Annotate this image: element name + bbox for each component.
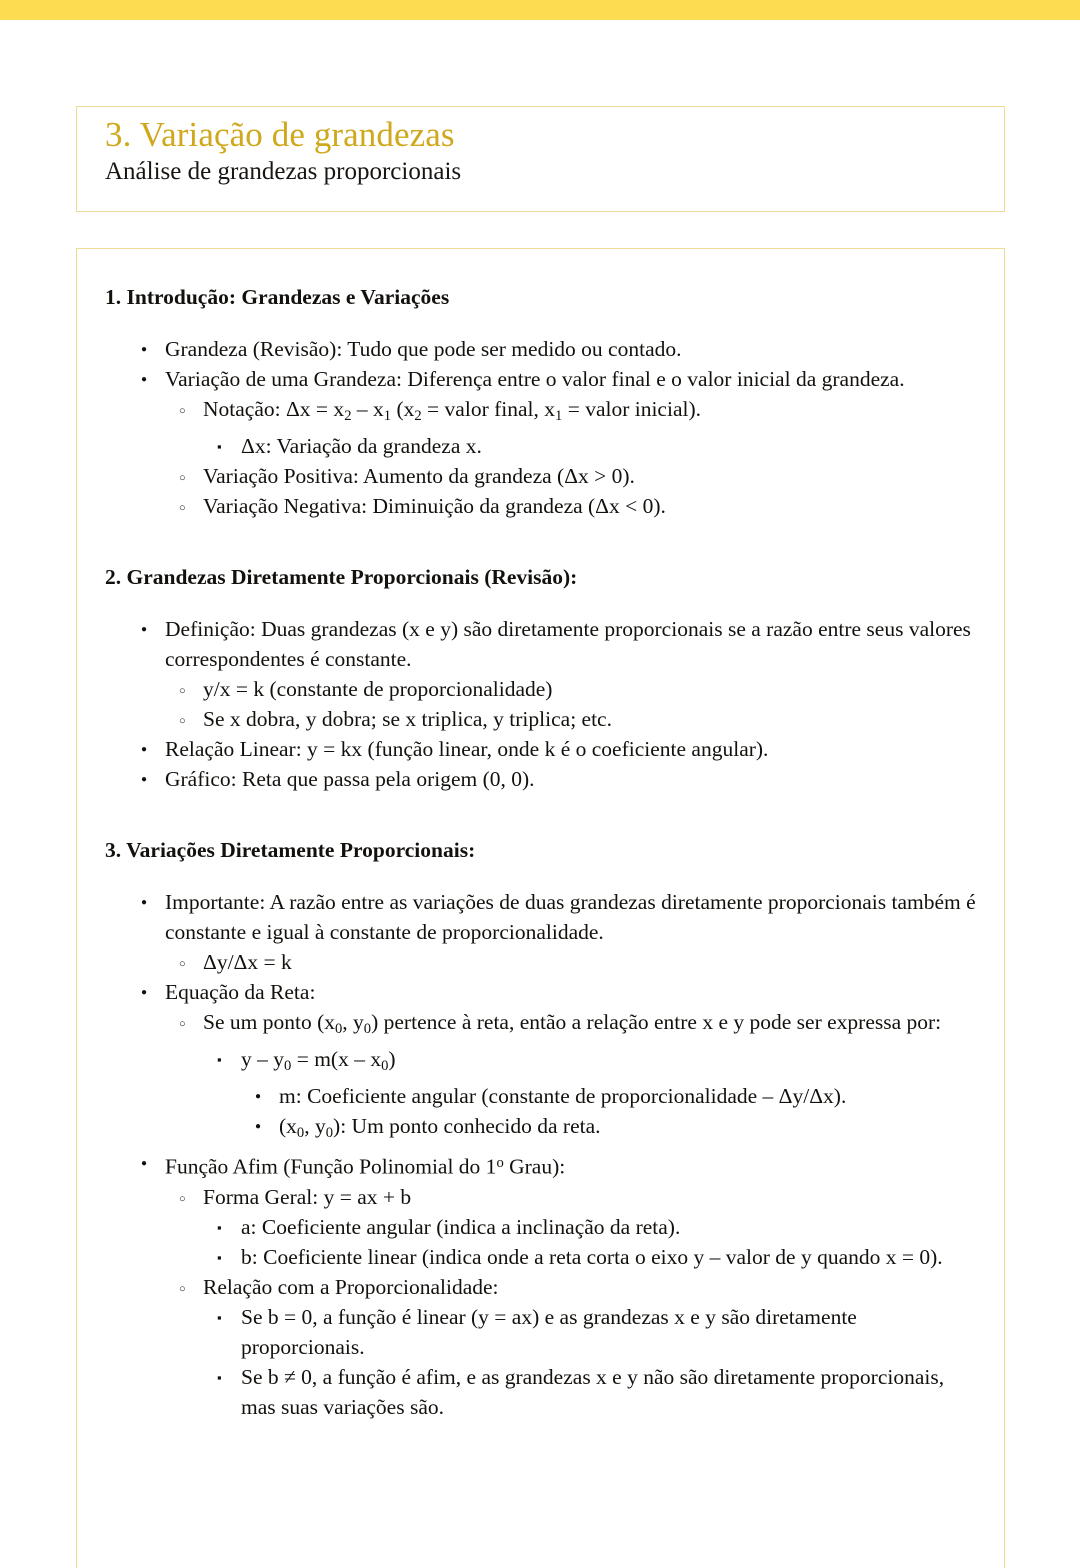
list-item — [127, 614, 980, 674]
list-item-text: ○ Forma Geral: y = ax + b — [203, 1184, 412, 1209]
list-item-text: ● m: Coeficiente angular (constante de proporcionalidade – Δy/Δx). — [279, 1084, 847, 1109]
list-item — [165, 674, 980, 704]
list-item-text: ● Relação Linear: y = kx (função linear, onde k é o coeficiente angular). — [165, 737, 769, 762]
list-item-text: ● Importante: A razão entre as variações de duas grandezas diretamente proporcionais também é constante e igual à constante de proporcionalidade. — [165, 890, 976, 945]
section-heading-2: 2. Grandezas Diretamente Proporcionais (Revisão): — [105, 565, 578, 590]
list-item — [241, 1111, 980, 1148]
list-item — [165, 461, 980, 491]
list-item-text: ▪ Se b = 0, a função é linear (y = ax) e as grandezas x e y são diretamente proporcionais. — [241, 1304, 857, 1359]
list-item-text: ● Função Afim (Função Polinomial do 1$^o$ Grau): — [165, 1154, 566, 1179]
list-item-text: ▪ a: Coeficiente angular (indica a inclinação da reta). — [241, 1214, 681, 1239]
section-list-1 — [105, 334, 980, 521]
list-item-text: ▪ b: Coeficiente linear (indica onde a reta corta o eixo y – valor de y quando x = 0). — [241, 1244, 943, 1269]
list-item-text: ● Grandeza (Revisão): Tudo que pode ser medido ou contado. — [165, 337, 682, 361]
list-item — [127, 334, 980, 364]
list-item-text: ● Equação da Reta: — [165, 980, 316, 1005]
content-body — [77, 249, 1004, 1422]
list-item-text: ● ($x_0$, $y_0$): Um ponto conhecido da reta. — [279, 1114, 601, 1142]
list-item-text: ○ Se x dobra, y dobra; se x triplica, y triplica; etc. — [203, 707, 612, 732]
list-item-text: ○ Variação Positiva: Aumento da grandeza (Δx > 0). — [203, 464, 635, 489]
list-item — [203, 1242, 980, 1272]
title-card — [76, 106, 1005, 212]
list-item — [127, 734, 980, 764]
list-item — [127, 364, 980, 394]
section-list-3 — [105, 887, 980, 1422]
list-item — [165, 1007, 980, 1044]
list-item — [203, 1212, 980, 1242]
list-item-text: ○ Notação: $\Delta x = x_2 - x_1$ ($x_2$ = valor final, $x_1$ = valor inicial). — [203, 397, 702, 425]
list-item — [203, 1302, 980, 1362]
list-item — [165, 1182, 980, 1212]
list-item-text: ○ Relação com a Proporcionalidade: — [203, 1274, 499, 1299]
list-item — [165, 1272, 980, 1302]
list-item — [165, 491, 980, 521]
list-item-text: ▪ $y - y_0 = m(x - x_0)$ — [241, 1047, 396, 1075]
top-accent-bar — [0, 0, 1080, 20]
page-title: 3. Variação de grandezas — [105, 115, 455, 154]
list-item-text: ○ y/x = k (constante de proporcionalidade) — [203, 677, 553, 702]
list-item — [127, 977, 980, 1007]
list-item — [203, 1362, 980, 1422]
page-subtitle: Análise de grandezas proporcionais — [105, 158, 462, 185]
list-item-text: ▪ Se b ≠ 0, a função é afim, e as grandezas x e y não são diretamente proporcionais, mas suas variações são. — [241, 1364, 945, 1419]
section-list-2 — [105, 614, 980, 794]
list-item — [127, 1148, 980, 1182]
list-item — [241, 1081, 980, 1111]
list-item-text: ● Gráfico: Reta que passa pela origem (0, 0). — [165, 767, 535, 792]
list-item — [165, 947, 980, 977]
list-item-text: ● Variação de uma Grandeza: Diferença entre o valor final e o valor inicial da grandeza. — [165, 367, 905, 391]
content-card — [76, 248, 1005, 1568]
list-item-text: ○ Se um ponto ($x_0$, $y_0$) pertence à reta, então a relação entre x e y pode ser expressa por: — [203, 1010, 942, 1038]
list-item-text: ● Definição: Duas grandezas (x e y) são diretamente proporcionais se a razão entre seus valores correspondentes é constante. — [165, 617, 971, 672]
section-heading-1: 1. Introdução: Grandezas e Variações — [105, 285, 450, 309]
list-item — [165, 394, 980, 431]
list-item — [203, 431, 980, 461]
list-item-text: ○ Variação Negativa: Diminuição da grandeza (Δx < 0). — [203, 494, 666, 519]
list-item-text: ○ Δy/Δx = k — [203, 950, 292, 975]
list-item-text: ▪ Δx: Variação da grandeza x. — [241, 434, 482, 459]
list-item — [127, 887, 980, 947]
list-item — [203, 1044, 980, 1081]
list-item — [127, 764, 980, 794]
list-item — [165, 704, 980, 734]
section-heading-3: 3. Variações Diretamente Proporcionais: — [105, 838, 476, 863]
